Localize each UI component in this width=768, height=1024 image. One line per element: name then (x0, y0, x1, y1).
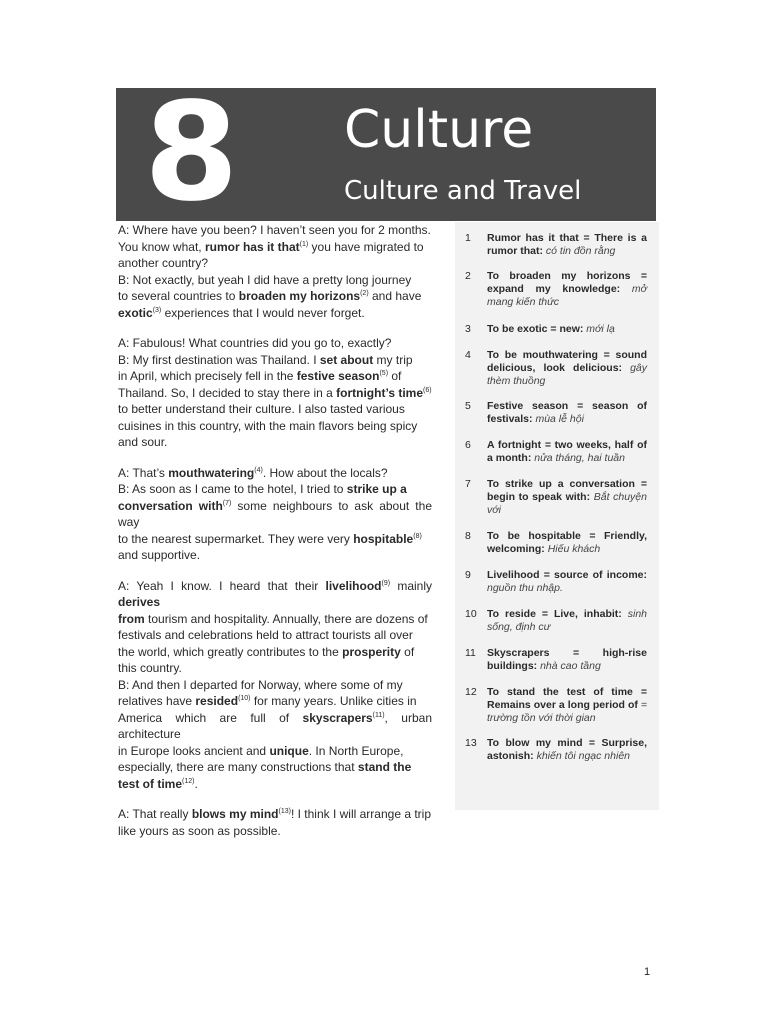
vocab-term: To blow my mind = Surprise, astonish: (487, 737, 647, 762)
vocab-term: To broaden my horizons = expand my knowledge: (487, 270, 647, 295)
dialogue-text-run: to better understand their culture. I also tasted various (118, 402, 405, 416)
dialogue-text-run: and supportive. (118, 548, 201, 562)
dialogue-text-run: cuisines in this country, with the main flavors being spicy (118, 418, 418, 433)
footnote-ref: (7) (222, 499, 232, 507)
vocab-number: 11 (465, 647, 476, 659)
vocab-meaning: có tin đồn rằng (545, 245, 616, 257)
dialogue-text-run: ! I think I will arrange a trip (290, 807, 432, 821)
vocab-definition (487, 647, 647, 673)
dialogue-paragraph (118, 578, 432, 793)
dialogue-paragraph (118, 335, 432, 451)
key-phrase: unique (269, 743, 309, 758)
vocab-meaning: mùa lễ hội (535, 413, 584, 425)
dialogue-line (118, 352, 432, 369)
vocab-number: 5 (465, 400, 471, 412)
vocab-number: 2 (465, 270, 471, 282)
vocab-meaning: gây thèm thuồng (487, 362, 647, 387)
key-phrase: resided (195, 694, 239, 708)
vocab-term: Skyscrapers = high-rise buildings: (487, 647, 647, 672)
vocab-definition (487, 270, 647, 309)
dialogue-text-run: mainly (390, 578, 432, 593)
vocab-meaning: nửa tháng, hai tuần (534, 452, 625, 464)
dialogue-text-run: Thailand. So, I decided to stay there in a (118, 385, 337, 400)
dialogue-text-run: , urban architecture (118, 710, 433, 741)
key-phrase: broaden my horizons (238, 289, 361, 303)
key-phrase: skyscrapers (302, 710, 373, 725)
dialogue-text-run: especially, there are many constructions that (118, 760, 358, 774)
dialogue-line (118, 776, 432, 793)
dialogue-paragraph (118, 222, 432, 321)
vocab-meaning: mới lạ (586, 323, 615, 335)
vocab-meaning: nguồn thu nhập. (487, 582, 563, 594)
dialogue-line (118, 578, 432, 611)
dialogue-line (118, 434, 432, 451)
key-phrase: prosperity (342, 644, 401, 659)
dialogue-line (118, 255, 432, 272)
footnote-ref: (8) (413, 532, 422, 540)
key-phrase: festive season (296, 369, 380, 383)
vocabulary-panel (455, 222, 659, 810)
dialogue-text-run: relatives have (118, 694, 196, 708)
vocab-definition (487, 349, 647, 388)
dialogue-text-run: for many years. Unlike cities in (250, 694, 417, 708)
vocab-meaning: mở mang kiến thức (487, 283, 648, 308)
dialogue-line (118, 272, 432, 289)
dialogue-line (118, 305, 432, 322)
vocab-definition (487, 478, 647, 517)
dialogue-text-run: to the nearest supermarket. They were very (118, 531, 354, 546)
dialogue-text-run: A: Fabulous! What countries did you go to, exactly? (118, 336, 392, 350)
vocab-term: To be exotic = new: (487, 323, 584, 335)
dialogue-text-run: some neighbours to ask about the way (118, 498, 432, 529)
vocab-term: To reside = Live, inhabit: (487, 608, 622, 620)
dialogue-text-run: . How about the locals? (262, 465, 388, 480)
vocab-definition (487, 686, 647, 725)
dialogue-line (118, 743, 432, 760)
dialogue-line (118, 418, 432, 435)
footnote-ref: (5) (379, 370, 389, 377)
page-number: 1 (644, 966, 651, 978)
vocab-number: 9 (465, 569, 471, 581)
vocab-meaning: Hiếu khách (547, 543, 601, 555)
vocab-number: 6 (465, 439, 471, 451)
dialogue-line (118, 385, 432, 402)
footnote-ref: (1) (299, 240, 309, 248)
vocab-definition (487, 608, 647, 634)
dialogue-text-run: the world, which greatly contributes to the (118, 644, 343, 659)
vocab-definition (487, 530, 647, 556)
dialogue-line (118, 693, 432, 710)
vocab-meaning: = trường tồn với thời gian (487, 699, 648, 724)
dialogue-line (118, 660, 432, 677)
vocab-definition (487, 323, 647, 336)
dialogue-line (118, 759, 432, 776)
vocab-term: Festive season = season of festivals: (487, 400, 647, 425)
vocab-number: 7 (465, 478, 471, 490)
dialogue-text-run: in Europe looks ancient and (118, 743, 270, 758)
dialogue-text-run: another country? (118, 256, 209, 270)
vocab-definition (487, 569, 647, 595)
unit-title: Culture (344, 100, 534, 160)
dialogue-text-run: this country. (118, 661, 182, 675)
dialogue-line (118, 627, 432, 644)
dialogue-line (118, 611, 432, 628)
key-phrase: stand the (357, 760, 412, 774)
vocab-definition (487, 439, 647, 465)
vocab-number: 10 (465, 608, 477, 620)
footnote-ref: (11) (372, 711, 385, 719)
vocab-definition (487, 737, 647, 763)
vocab-meaning: nhà cao tầng (540, 660, 601, 672)
footnote-ref: (10) (238, 695, 251, 702)
key-phrase: hospitable (353, 531, 414, 546)
key-phrase: exotic (118, 305, 153, 320)
key-phrase: fortnight’s time (336, 385, 424, 400)
dialogue-line (118, 222, 432, 239)
key-phrase: blows my mind (191, 807, 279, 821)
vocab-term: Livelihood = source of income: (487, 569, 647, 581)
footnote-ref: (9) (381, 579, 391, 587)
dialogue-text-run: America which are full of (118, 710, 303, 725)
dialogue-line (118, 547, 432, 564)
dialogue-line (118, 806, 432, 823)
footnote-ref: (2) (360, 290, 369, 297)
vocab-number: 3 (465, 323, 471, 335)
dialogue-line (118, 677, 432, 694)
key-phrase: test of time (118, 776, 183, 791)
dialogue-line (118, 368, 432, 385)
key-phrase: rumor has it that (204, 239, 300, 254)
unit-number: 8 (144, 74, 239, 232)
dialogue-text-run: and have (368, 289, 422, 303)
key-phrase: from (118, 611, 145, 626)
dialogue-line (118, 531, 432, 548)
dialogue-line (118, 465, 432, 482)
dialogue-text-run: you have migrated to (308, 239, 424, 254)
dialogue-text-run: B: As soon as I came to the hotel, I tried to (118, 482, 347, 496)
vocab-term: A fortnight = two weeks, half of a month: (487, 439, 647, 464)
dialogue-line (118, 644, 432, 661)
key-phrase: set about (319, 352, 374, 367)
vocab-term: Rumor has it that = There is a rumor that: (487, 232, 647, 257)
dialogue-line (118, 498, 432, 531)
dialogue-text-run: in April, which precisely fell in the (118, 369, 297, 383)
dialogue-line (118, 239, 432, 256)
dialogue-line (118, 335, 432, 352)
dialogue-line (118, 481, 432, 498)
dialogue-line (118, 401, 432, 418)
vocab-number: 4 (465, 349, 471, 361)
footnote-ref: (12) (182, 777, 195, 785)
vocab-definition (487, 232, 647, 258)
dialogue-text-run: my trip (373, 352, 413, 367)
vocab-term: To be hospitable = Friendly, welcoming: (487, 530, 647, 555)
dialogue-line (118, 288, 432, 305)
vocab-number: 12 (465, 686, 477, 698)
dialogue-text-run: experiences that I would never forget. (161, 305, 365, 320)
dialogue-line (118, 823, 432, 840)
key-phrase: derives (118, 595, 161, 609)
dialogue-text-run: B: Not exactly, but yeah I did have a pretty long journey (118, 272, 412, 287)
dialogue-paragraph (118, 806, 432, 839)
dialogue-text-run: . (194, 776, 198, 791)
vocab-term: To be mouthwatering = sound delicious, look delicious: (487, 349, 647, 374)
dialogue-paragraph (118, 465, 432, 564)
footnote-ref: (3) (152, 306, 162, 314)
dialogue-text-run: You know what, (118, 239, 205, 254)
footnote-ref: (13) (278, 808, 291, 815)
dialogue-line (118, 710, 432, 743)
dialogue-text-run: A: That’s (118, 465, 169, 480)
key-phrase: mouthwatering (168, 465, 255, 480)
vocab-number: 8 (465, 530, 471, 542)
vocab-number: 13 (465, 737, 477, 749)
key-phrase: strike up a (346, 482, 407, 496)
dialogue-text-run: tourism and hospitality. Annually, there are dozens of (144, 611, 428, 626)
key-phrase: conversation with (118, 498, 223, 513)
vocab-meaning: khiến tôi ngạc nhiên (536, 750, 630, 762)
dialogue-text-run: festivals and celebrations held to attract tourists all over (118, 628, 413, 642)
footnote-ref: (4) (254, 466, 263, 474)
dialogue-text-run: . In North Europe, (308, 743, 404, 758)
unit-subtitle: Culture and Travel (344, 176, 582, 206)
dialogue-text-run: A: That really (118, 807, 192, 821)
dialogue-text-run: like yours as soon as possible. (118, 823, 281, 838)
vocab-number: 1 (465, 232, 471, 244)
dialogue-text-run: A: Yeah I know. I heard that their (118, 578, 326, 593)
vocab-meaning: Bắt chuyện với (487, 491, 647, 516)
vocab-term: To stand the test of time = Remains over a long period of (487, 686, 647, 711)
dialogue-text-run: A: Where have you been? I haven’t seen you for 2 months. (118, 223, 431, 237)
dialogue-text-run: B: My first destination was Thailand. I (118, 352, 320, 367)
footnote-ref: (6) (423, 386, 432, 394)
dialogue-text-run: and sour. (118, 435, 168, 449)
dialogue-text-run: of (388, 369, 402, 383)
dialogue-text (118, 222, 432, 853)
dialogue-text-run: B: And then I departed for Norway, where some of my (118, 677, 403, 692)
key-phrase: livelihood (325, 578, 382, 593)
vocab-meaning: sinh sống, định cư (487, 608, 648, 633)
dialogue-text-run: to several countries to (118, 289, 239, 303)
dialogue-text-run: of (400, 644, 415, 659)
vocab-term: To strike up a conversation = begin to speak with: (487, 478, 647, 503)
vocab-definition (487, 400, 647, 426)
